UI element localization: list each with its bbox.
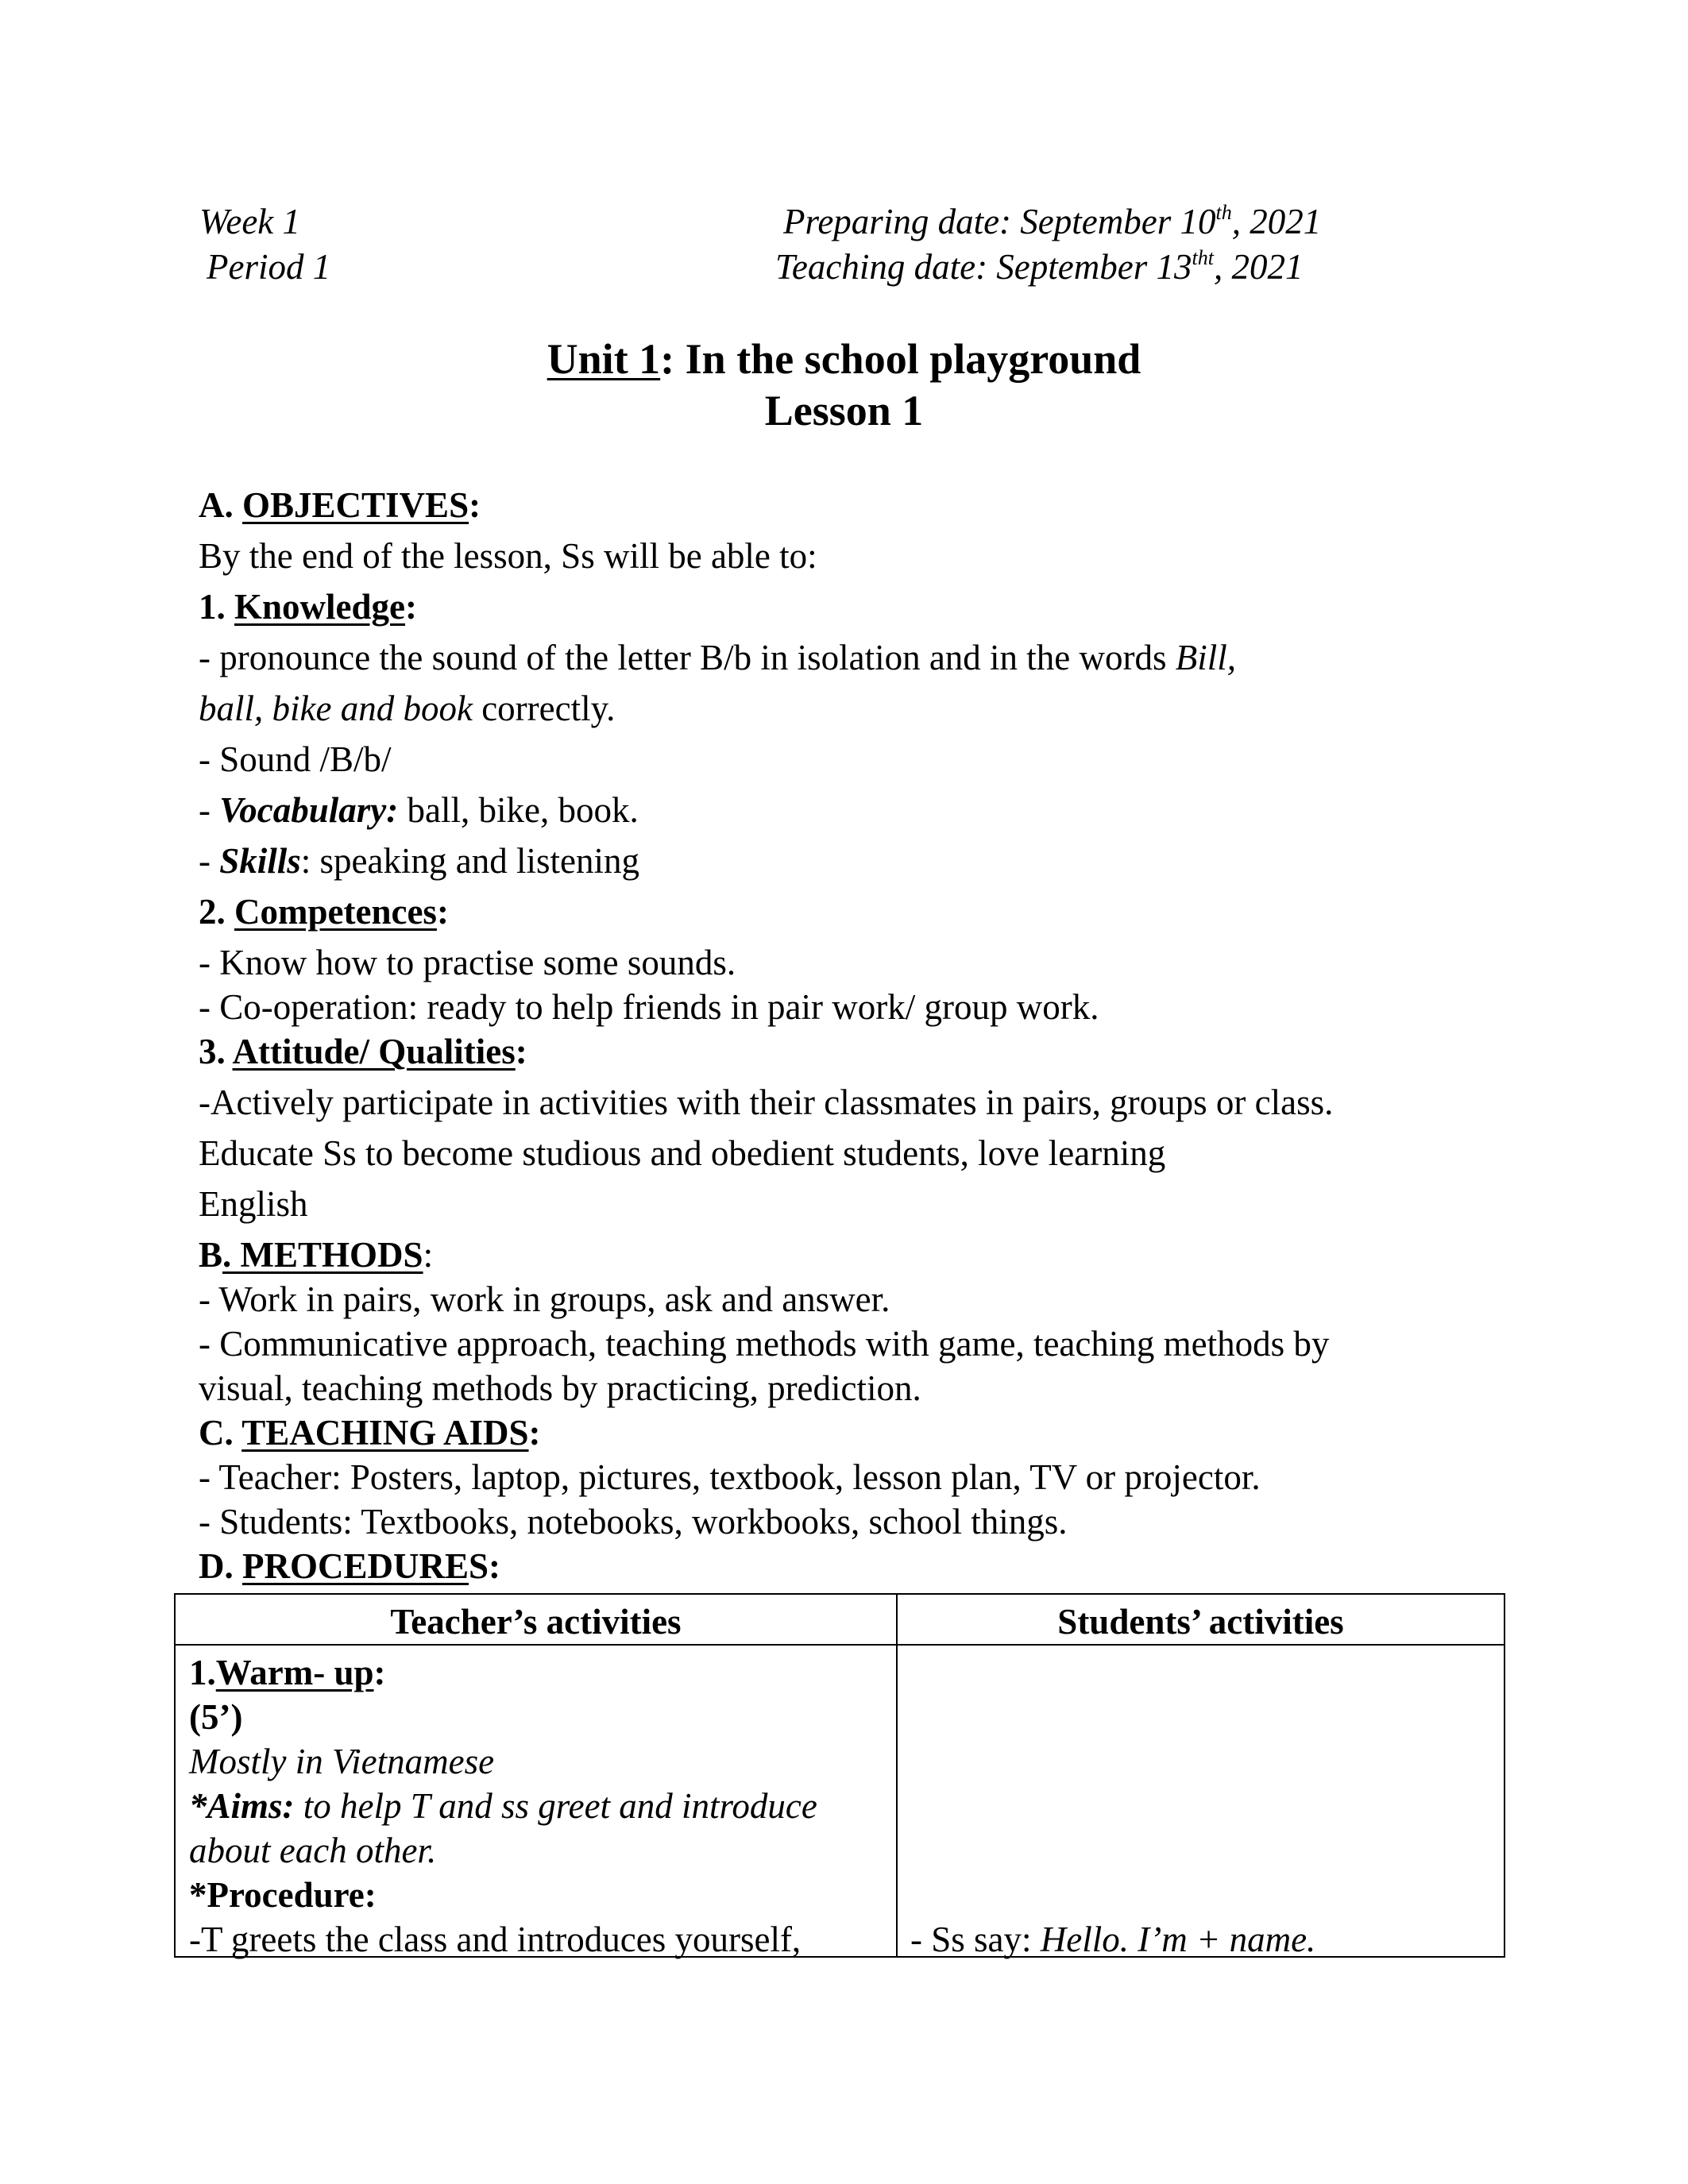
week-label: Week 1	[199, 202, 301, 241]
period-label: Period 1	[207, 247, 331, 287]
attitude-line: -Actively participate in activities with their classmates in pairs, groups or class.	[199, 1082, 1334, 1122]
table-column-divider	[896, 1595, 898, 1956]
attitude-heading: 3. Attitude/ Qualities:	[199, 1032, 527, 1071]
knowledge-line-1: - pronounce the sound of the letter B/b in isolation and in the words Bill,	[199, 638, 1237, 677]
methods-line: visual, teaching methods by practicing, prediction.	[199, 1368, 921, 1408]
competences-heading: 2. Competences:	[199, 892, 449, 932]
attitude-line: Educate Ss to become studious and obedient students, love learning	[199, 1133, 1166, 1173]
preparing-date: Preparing date: September 10th, 2021	[783, 201, 1322, 241]
knowledge-heading: 1. Knowledge:	[199, 587, 418, 627]
warmup-duration: (5’)	[189, 1697, 243, 1737]
knowledge-line-2: ball, bike and book correctly.	[199, 689, 616, 728]
lesson-title: Lesson 1	[764, 387, 924, 434]
warmup-language: Mostly in Vietnamese	[189, 1742, 495, 1781]
objectives-intro: By the end of the lesson, Ss will be able to:	[199, 536, 817, 576]
unit-title: Unit 1: In the school playground	[547, 335, 1141, 383]
teaching-aids-line: - Teacher: Posters, laptop, pictures, textbook, lesson plan, TV or projector.	[199, 1457, 1261, 1497]
teacher-activities-header: Teacher’s activities	[390, 1602, 682, 1642]
warmup-heading: 1.Warm- up:	[189, 1653, 386, 1692]
knowledge-skills: - Skills: speaking and listening	[199, 841, 639, 881]
student-activity-line: - Ss say: Hello. I’m + name.	[910, 1920, 1316, 1959]
teaching-date: Teaching date: September $13^{tht}$, 2021	[775, 246, 1304, 287]
knowledge-vocabulary: - Vocabulary: ball, bike, book.	[199, 790, 639, 830]
attitude-line: English	[199, 1184, 308, 1224]
students-activities-header: Students’ activities	[1057, 1602, 1344, 1642]
table-header-divider	[176, 1644, 1504, 1646]
warmup-aims-cont: about each other.	[189, 1831, 437, 1870]
methods-line: - Communicative approach, teaching methods with game, teaching methods by	[199, 1324, 1330, 1364]
knowledge-sound: - Sound /B/b/	[199, 739, 392, 779]
teacher-activity-line: -T greets the class and introduces yourself,	[189, 1920, 802, 1959]
competences-item: - Know how to practise some sounds.	[199, 943, 736, 982]
teaching-aids-line: - Students: Textbooks, notebooks, workbooks, school things.	[199, 1502, 1068, 1542]
methods-heading: B. METHODS:	[199, 1235, 434, 1275]
competences-item: - Co-operation: ready to help friends in pair work/ group work.	[199, 987, 1099, 1027]
procedures-table	[174, 1593, 1505, 1958]
procedures-heading: D. PROCEDURES:	[199, 1546, 501, 1586]
warmup-aims: *Aims: to help T and ss greet and introduce	[189, 1786, 817, 1826]
warmup-procedure-label: *Procedure:	[189, 1875, 377, 1915]
methods-line: - Work in pairs, work in groups, ask and answer.	[199, 1279, 890, 1319]
teaching-aids-heading: C. TEACHING AIDS:	[199, 1413, 541, 1453]
objectives-heading: A. OBJECTIVES:	[199, 485, 481, 525]
